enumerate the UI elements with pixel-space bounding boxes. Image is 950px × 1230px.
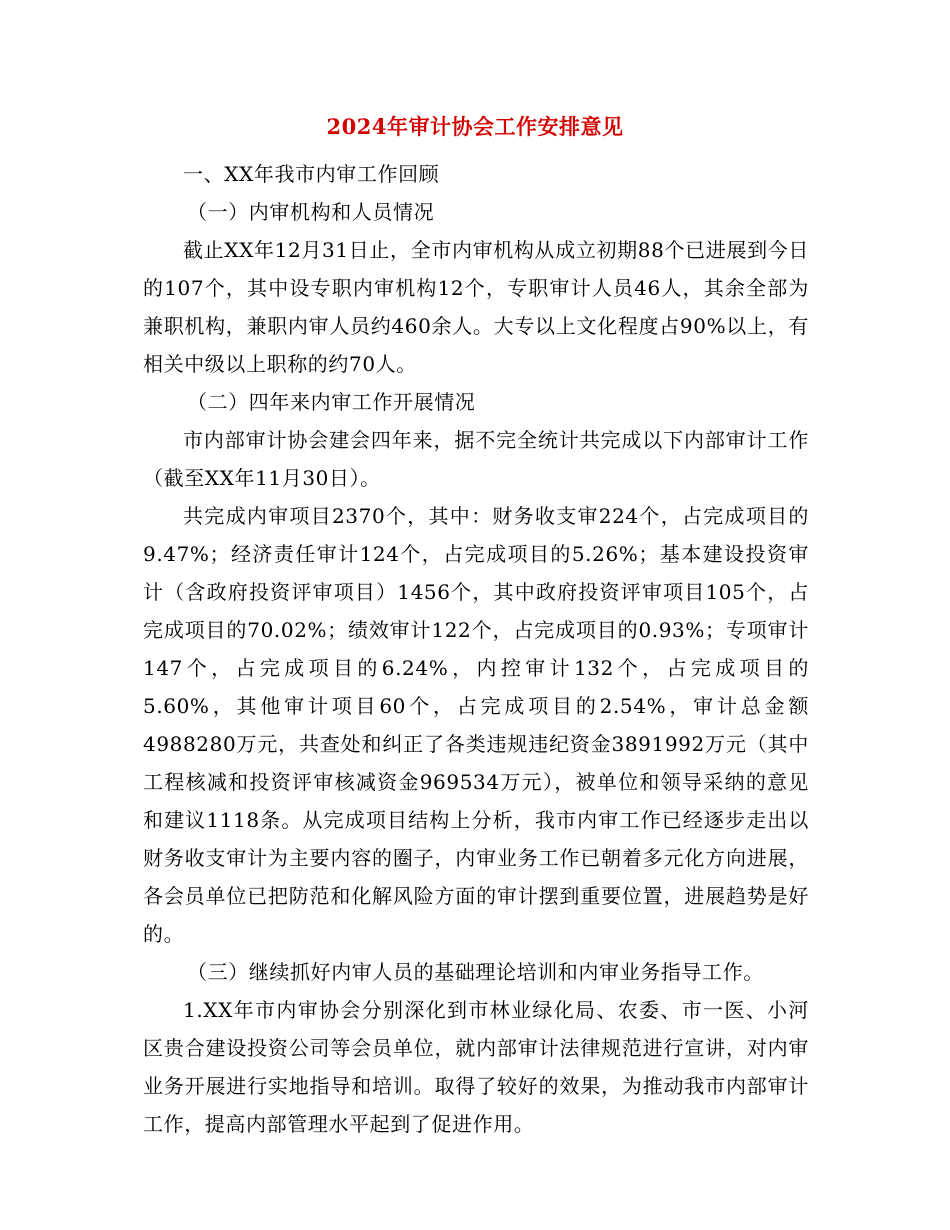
document-body [143, 155, 809, 1143]
paragraph-audit-statistics: 共完成内审项目2370个，其中：财务收支审224个，占完成项目的9.47%；经济责任审计124个，占完成项目的5.26%；基本建设投资审计（含政府投资评审项目）1456个，其中政府投资评审项目105个，占完成项目的70.02%；绩效审计122个，占完成项目的0.93%；专项审计147个，占完成项目的6.24%，内控审计132个，占完成项目的5.60%，其他审计项目60个，占完成项目的2.54%，审计总金额4988280万元，共查处和纠正了各类违规违纪资金3891992万元（其中工程核减和投资评审核减资金969534万元），被单位和领导采纳的意见和建议1118条。从完成项目结构上分析，我市内审工作已经逐步走出以财务收支审计为主要内容的圈子，内审业务工作已朝着多元化方向进展，各会员单位已把防范和化解风险方面的审计摆到重要位置，进展趋势是好的。 [143, 504, 809, 946]
subsection-heading-1: （一）内审机构和人员情况 [187, 200, 435, 224]
subsection-heading-2: （二）四年来内审工作开展情况 [187, 390, 476, 414]
paragraph-staff-overview: 截止XX年12月31日止，全市内审机构从成立初期88个已进展到今日的107个，其中设专职内审机构12个，专职审计人员46人，其余全部为兼职机构，兼职内审人员约460余人。大专以上文化程度占90%以上，有相关中级以上职称的约70人。 [143, 238, 809, 376]
subsection-heading-3: （三）继续抓好内审人员的基础理论培训和内审业务指导工作。 [187, 960, 764, 984]
paragraph-training: 1.XX年市内审协会分别深化到市林业绿化局、农委、市一医、小河区贵合建设投资公司等会员单位，就内部审计法律规范进行宣讲，对内审业务开展进行实地指导和培训。取得了较好的效果，为推动我市内部审计工作，提高内部管理水平起到了促进作用。 [143, 998, 809, 1136]
paragraph-work-intro: 市内部审计协会建会四年来，据不完全统计共完成以下内部审计工作（截至XX年11月30日）。 [143, 428, 809, 490]
document-title: 2024年审计协会工作安排意见 [326, 114, 624, 139]
section-heading-1: 一、XX年我市内审工作回顾 [183, 162, 440, 186]
